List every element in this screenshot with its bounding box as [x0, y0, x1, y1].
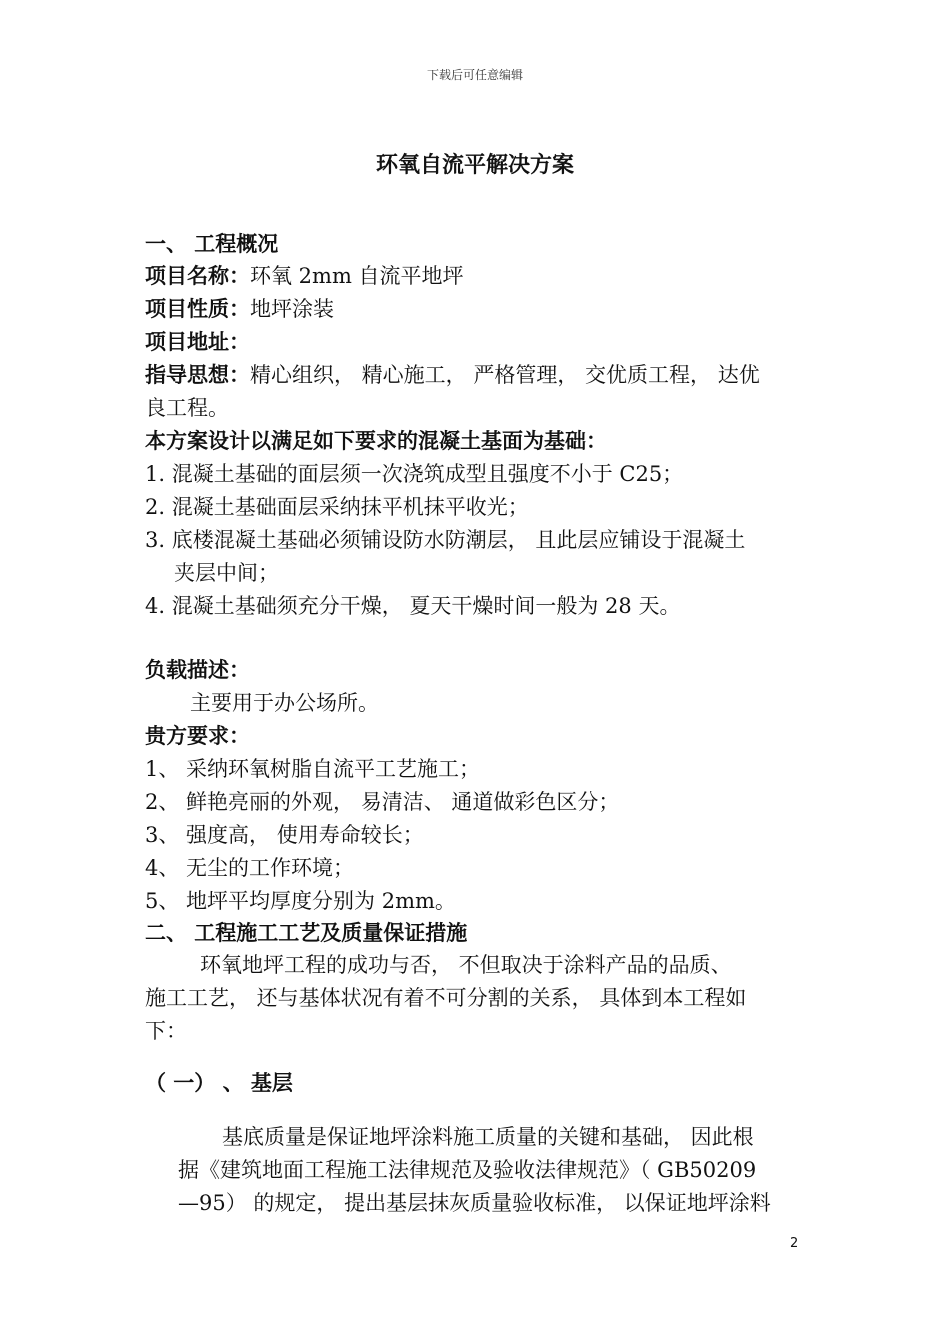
- load-description-label: 负载描述：: [145, 658, 250, 682]
- client-requirement-3: 3、 强度高， 使用寿命较长；: [145, 823, 424, 847]
- client-requirement-4: 4、 无尘的工作环境；: [145, 856, 355, 880]
- paragraph-2-line-2: 据《建筑地面工程施工法律规范及验收法律规范》（ GB50209: [178, 1158, 757, 1182]
- page-title: 环氧自流平解决方案: [375, 153, 574, 178]
- paragraph-1-line-1: 环氧地坪工程的成功与否， 不但取决于涂料产品的品质、: [200, 953, 732, 977]
- project-address-label: 项目地址：: [145, 330, 250, 354]
- guiding-continuation: 良工程。: [145, 396, 229, 420]
- requirement-item-3: 3. 底楼混凝土基础必须铺设防水防潮层， 且此层应铺设于混凝土: [145, 528, 746, 552]
- section-heading-2: 二、 工程施工工艺及质量保证措施: [145, 921, 468, 945]
- paragraph-1-line-2: 施工工艺， 还与基体状况有着不可分割的关系， 具体到本工程如: [145, 986, 747, 1010]
- page-number: 2: [790, 1236, 799, 1251]
- client-requirement-1: 1、 采纳环氧树脂自流平工艺施工；: [145, 757, 481, 781]
- project-name-value: 环氧 2mm 自流平地坪: [250, 264, 464, 288]
- load-description-value: 主要用于办公场所。: [190, 691, 379, 715]
- project-nature-value: 地坪涂装: [250, 297, 334, 321]
- guiding-label: 指导思想：: [145, 363, 250, 387]
- paragraph-2-line-3: —95） 的规定， 提出基层抹灰质量验收标准， 以保证地坪涂料: [178, 1191, 771, 1215]
- guiding-value: 精心组织， 精心施工， 严格管理， 交优质工程， 达优: [250, 363, 760, 387]
- client-requirement-5: 5、 地坪平均厚度分别为 2mm。: [145, 889, 456, 913]
- paragraph-2-line-1: 基底质量是保证地坪涂料施工质量的关键和基础， 因此根: [222, 1125, 754, 1149]
- paragraph-1-line-3: 下：: [145, 1019, 187, 1043]
- project-nature-line: [145, 294, 810, 324]
- design-basis-heading: 本方案设计以满足如下要求的混凝土基面为基础：: [145, 429, 607, 453]
- subsection-heading-1: （ 一） 、 基层: [145, 1071, 293, 1095]
- client-requirements-label: 贵方要求：: [145, 724, 250, 748]
- requirement-item-3-continuation: 夹层中间；: [174, 561, 279, 585]
- project-nature-label: 项目性质：: [145, 297, 250, 321]
- requirement-item-4: 4. 混凝土基础须充分干燥， 夏天干燥时间一般为 28 天。: [145, 594, 681, 618]
- requirement-item-2: 2. 混凝土基础面层采纳抹平机抹平收光；: [145, 495, 529, 519]
- client-requirement-2: 2、 鲜艳亮丽的外观， 易清洁、 通道做彩色区分；: [145, 790, 620, 814]
- header-note: 下载后可任意编辑: [426, 68, 523, 82]
- project-name-label: 项目名称：: [145, 264, 250, 288]
- requirement-item-1: 1. 混凝土基础的面层须一次浇筑成型且强度不小于 C25；: [145, 462, 684, 486]
- project-name-line: [145, 261, 810, 291]
- guiding-line: [145, 360, 810, 390]
- section-heading-1: 一、 工程概况: [145, 232, 279, 256]
